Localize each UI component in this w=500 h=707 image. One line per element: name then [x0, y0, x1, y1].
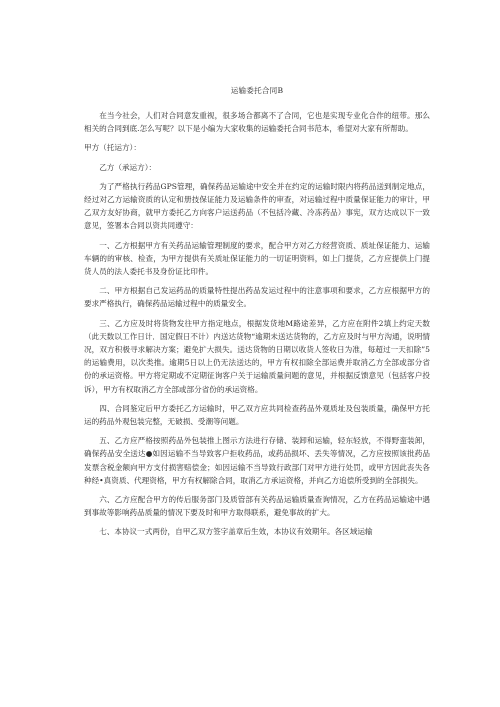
clause-1: 一、乙方根据甲方有关药品运输管理制度的要求，配合甲方对乙方经营资质、质址保证能力、运输车辆的的审核、检查，为甲方提供有关质址保证能力的一切证明资料，如上门提货，乙方应提供上门提货人员的法人委托书及身份证比印件。	[84, 240, 430, 277]
preamble-paragraph: 为了严格执行药品GPS管理，确保药品运输途中安全并在约定的运输时限内将药品送到制定地点，经过对乙方运输资质的认定和册技保证能力及运输条件的审查，对运输过程中质量保证能力的审计，甲乙双方友好协商，就甲方委托乙方向客户运送药品（不包括冷藏、冷冻药品）事宪，双方达成以下一致意见，签署本合同以资共同遵守：	[84, 181, 430, 231]
clause-3: 三、乙方应及时将货物发往甲方指定地点，根据发货地M路途差异，乙方应在附件2填上约定天数（此天数以工作日计．国定假日不计）内送达货物“逾期未送达货物的，乙方应及时与甲方沟通，说明情况，双方积极寻求解决方案；避免扩大损失。送达货物的日期以收货人签收日为准，每超过一天扣除”5的运输费用，以次类推。逾期5日以上仍无法送达的，甲方有权扣除全部运费并取消乙方全部或部分省份的承运资格。甲方将定期或不定期征询客户关于运输质量问题的意见，并根据反馈意见（包括客户投诉），甲方有权取消乙方全部或部分省份的承运资格。	[84, 318, 430, 394]
clause-6: 六、乙方应配合甲方的传后服务部门及质管部有关药品运输质量查询情况，乙方在药品运输途中遇到事故等影响药品质量的情况下要及时和甲方取得联系，避免事故的扩大。	[84, 495, 430, 518]
party-b-line: 乙方（承运方）：	[99, 162, 157, 172]
intro-paragraph: 在当今社会，人们对合同意发重视，很多场合都离不了合同，它也是实现专业化合作的纽带。那么相关的合同到底.怎么写呢？以下是小编为大家收集的运输委托合同书范本，希望对大家有所帮助。	[84, 111, 430, 134]
clause-4: 四、合同鉴定后甲方委托乙方运输时，甲乙双方应共同检查药品外观质址及包装质量，确保甲方托运的药品外观包装完整，无破损、受潮等问题。	[84, 403, 430, 427]
clause-7: 七、本协议一式两份，自甲乙双方签字盖章后生效，本协议有效期年。各区域运输	[99, 527, 373, 537]
party-a-line: 甲方（托运方）：	[84, 143, 141, 153]
clause-5: 五、乙方应严格按照药品外包装推上图示方法进行存储、装卸和运输，轻东轻放，不得野蛮装卸，确保药品安全送达●如因运输不当导致客户拒收药品，或药品损坏、丢失等情况，乙方应按照该批药品发票含税金额向甲方支付损害赔偿金；如因运输不当导致行政部门对甲方进行处罚，或甲方因此丧失各种经•真资质、代理资格，甲方有权解除合同，取消乙方承运资格，并向乙方追偿所受到的全部损失。	[84, 436, 430, 485]
clause-2: 二、甲方根据自己发运药品的质量特性提出药品发运过程中的注意事项和要求，乙方应根据甲方的要求严格执行，确保药品运输过程中的质量安全。	[84, 286, 430, 309]
document-title: 运输委托合同B	[230, 86, 284, 95]
